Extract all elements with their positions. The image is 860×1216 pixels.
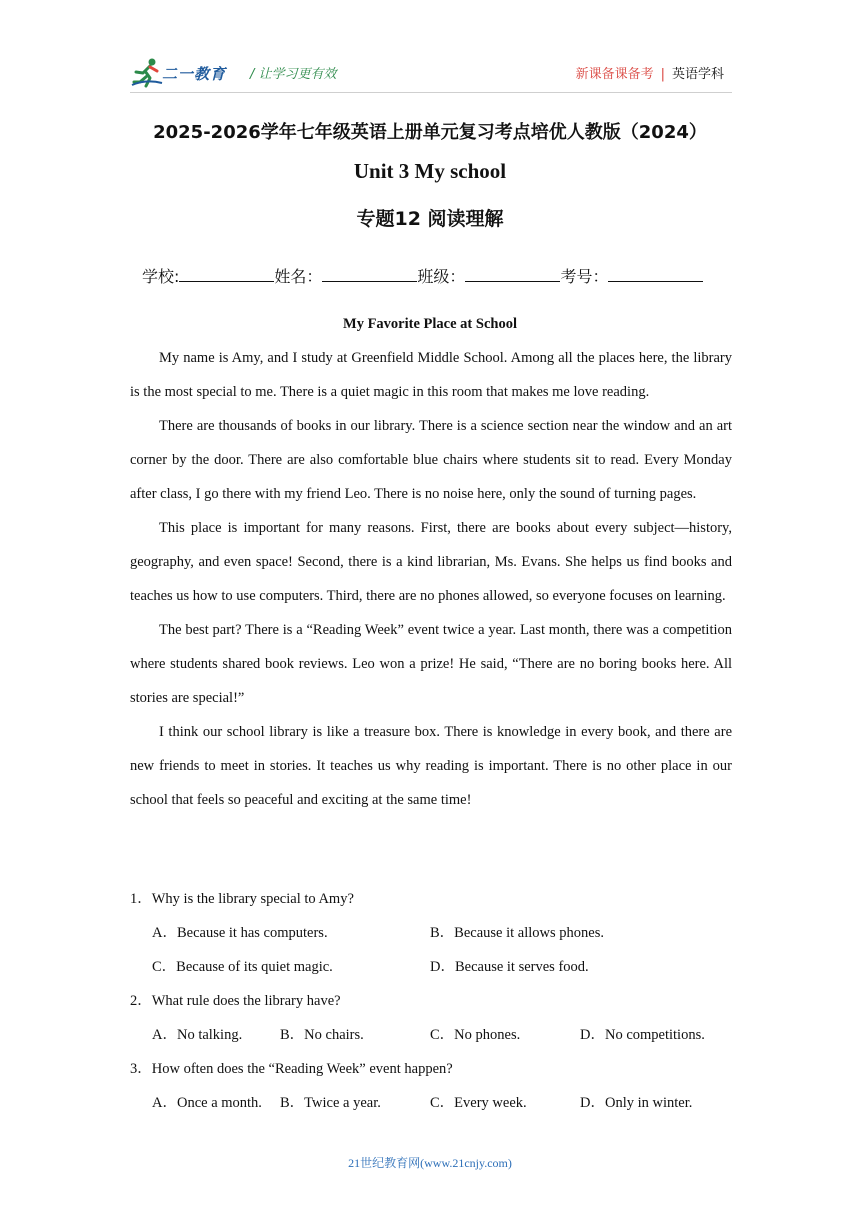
logo xyxy=(130,55,242,89)
number-label: 考号： xyxy=(560,267,609,286)
question-3-option-c[interactable]: C．Every week. xyxy=(430,1095,527,1111)
questions xyxy=(130,882,732,1120)
passage-paragraph-5: I think our school library is like a treasure box. There is knowledge in every book, and there are new friends to meet in stories. It teaches us why reading is important. There is no other place in our school that feels so peaceful and exciting at the same time! xyxy=(130,724,732,808)
passage-paragraph-1: My name is Amy, and I study at Greenfield Middle School. Among all the places here, the library is the most special to me. There is a quiet magic in this room that makes me love reading. xyxy=(130,350,732,400)
runner-logo-icon xyxy=(130,55,164,89)
question-3-option-d[interactable]: D．Only in winter. xyxy=(580,1095,693,1111)
class-blank[interactable] xyxy=(465,267,560,282)
number-blank[interactable] xyxy=(608,267,703,282)
logo-text: 二一教育 xyxy=(162,65,227,83)
header-course-label: 新课备课备考 xyxy=(575,67,654,82)
question-3-options-row xyxy=(130,1086,732,1120)
passage-paragraph-3: This place is important for many reasons. First, there are books about every subject—history, geography, and even space! Second, there is a kind librarian, Ms. Evans. She helps us find books and teaches us how to use computers. Third, there are no phones allowed, so everyone focuses on learning. xyxy=(130,520,732,604)
question-2-stem: 2．What rule does the library have? xyxy=(130,993,341,1009)
header-separator: | xyxy=(660,67,665,82)
document-title: 2025-2026学年七年级英语上册单元复习考点培优人教版（2024） xyxy=(153,122,707,143)
name-blank[interactable] xyxy=(322,267,417,282)
question-3-option-b[interactable]: B．Twice a year. xyxy=(280,1095,381,1111)
question-2-option-a[interactable]: A．No talking. xyxy=(152,1027,243,1043)
question-3-option-a[interactable]: A．Once a month. xyxy=(152,1095,262,1111)
question-3-stem: 3．How often does the “Reading Week” event happen? xyxy=(130,1061,453,1077)
question-2-option-d[interactable]: D．No competitions. xyxy=(580,1027,705,1043)
passage-body xyxy=(130,341,732,817)
name-label: 姓名： xyxy=(274,267,323,286)
unit-title: Unit 3 My school xyxy=(353,159,507,183)
passage-paragraph-4: The best part? There is a “Reading Week” event twice a year. Last month, there was a competition where students shared book reviews. Leo won a prize! He said, “There are no boring books here. All stories are special!” xyxy=(130,622,732,706)
question-1-option-a[interactable]: A．Because it has computers. xyxy=(152,925,328,941)
slogan: / 让学习更有效 xyxy=(250,67,337,82)
topic-title: 专题12 阅读理解 xyxy=(356,208,504,230)
header-subject-label: 英语学科 xyxy=(671,67,724,82)
footer-link[interactable]: 21世纪教育网(www.21cnjy.com) xyxy=(348,1156,512,1170)
school-label: 学校: xyxy=(142,267,180,286)
question-1-stem: 1．Why is the library special to Amy? xyxy=(130,891,354,907)
question-1-option-b[interactable]: B．Because it allows phones. xyxy=(430,925,604,941)
question-1-options-row-1 xyxy=(130,916,732,950)
student-info-line xyxy=(142,264,703,287)
question-2-option-c[interactable]: C．No phones. xyxy=(430,1027,521,1043)
passage-paragraph-2: There are thousands of books in our library. There is a science section near the window and an art corner by the door. There are also comfortable blue chairs where students sit to read. Every Monday after class, I go there with my friend Leo. There is no noise here, only the sound of turning pages. xyxy=(130,418,732,502)
class-label: 班级： xyxy=(417,267,466,286)
question-1-option-c[interactable]: C．Because of its quiet magic. xyxy=(152,959,333,975)
question-2-option-b[interactable]: B．No chairs. xyxy=(280,1027,364,1043)
question-2-options-row xyxy=(130,1018,732,1052)
passage-title: My Favorite Place at School xyxy=(343,316,517,332)
question-1-option-d[interactable]: D．Because it serves food. xyxy=(430,959,589,975)
question-1-options-row-2 xyxy=(130,950,732,984)
school-blank[interactable] xyxy=(179,267,274,282)
header-divider xyxy=(130,92,732,93)
header-subject xyxy=(576,63,724,82)
page-header xyxy=(130,55,732,89)
